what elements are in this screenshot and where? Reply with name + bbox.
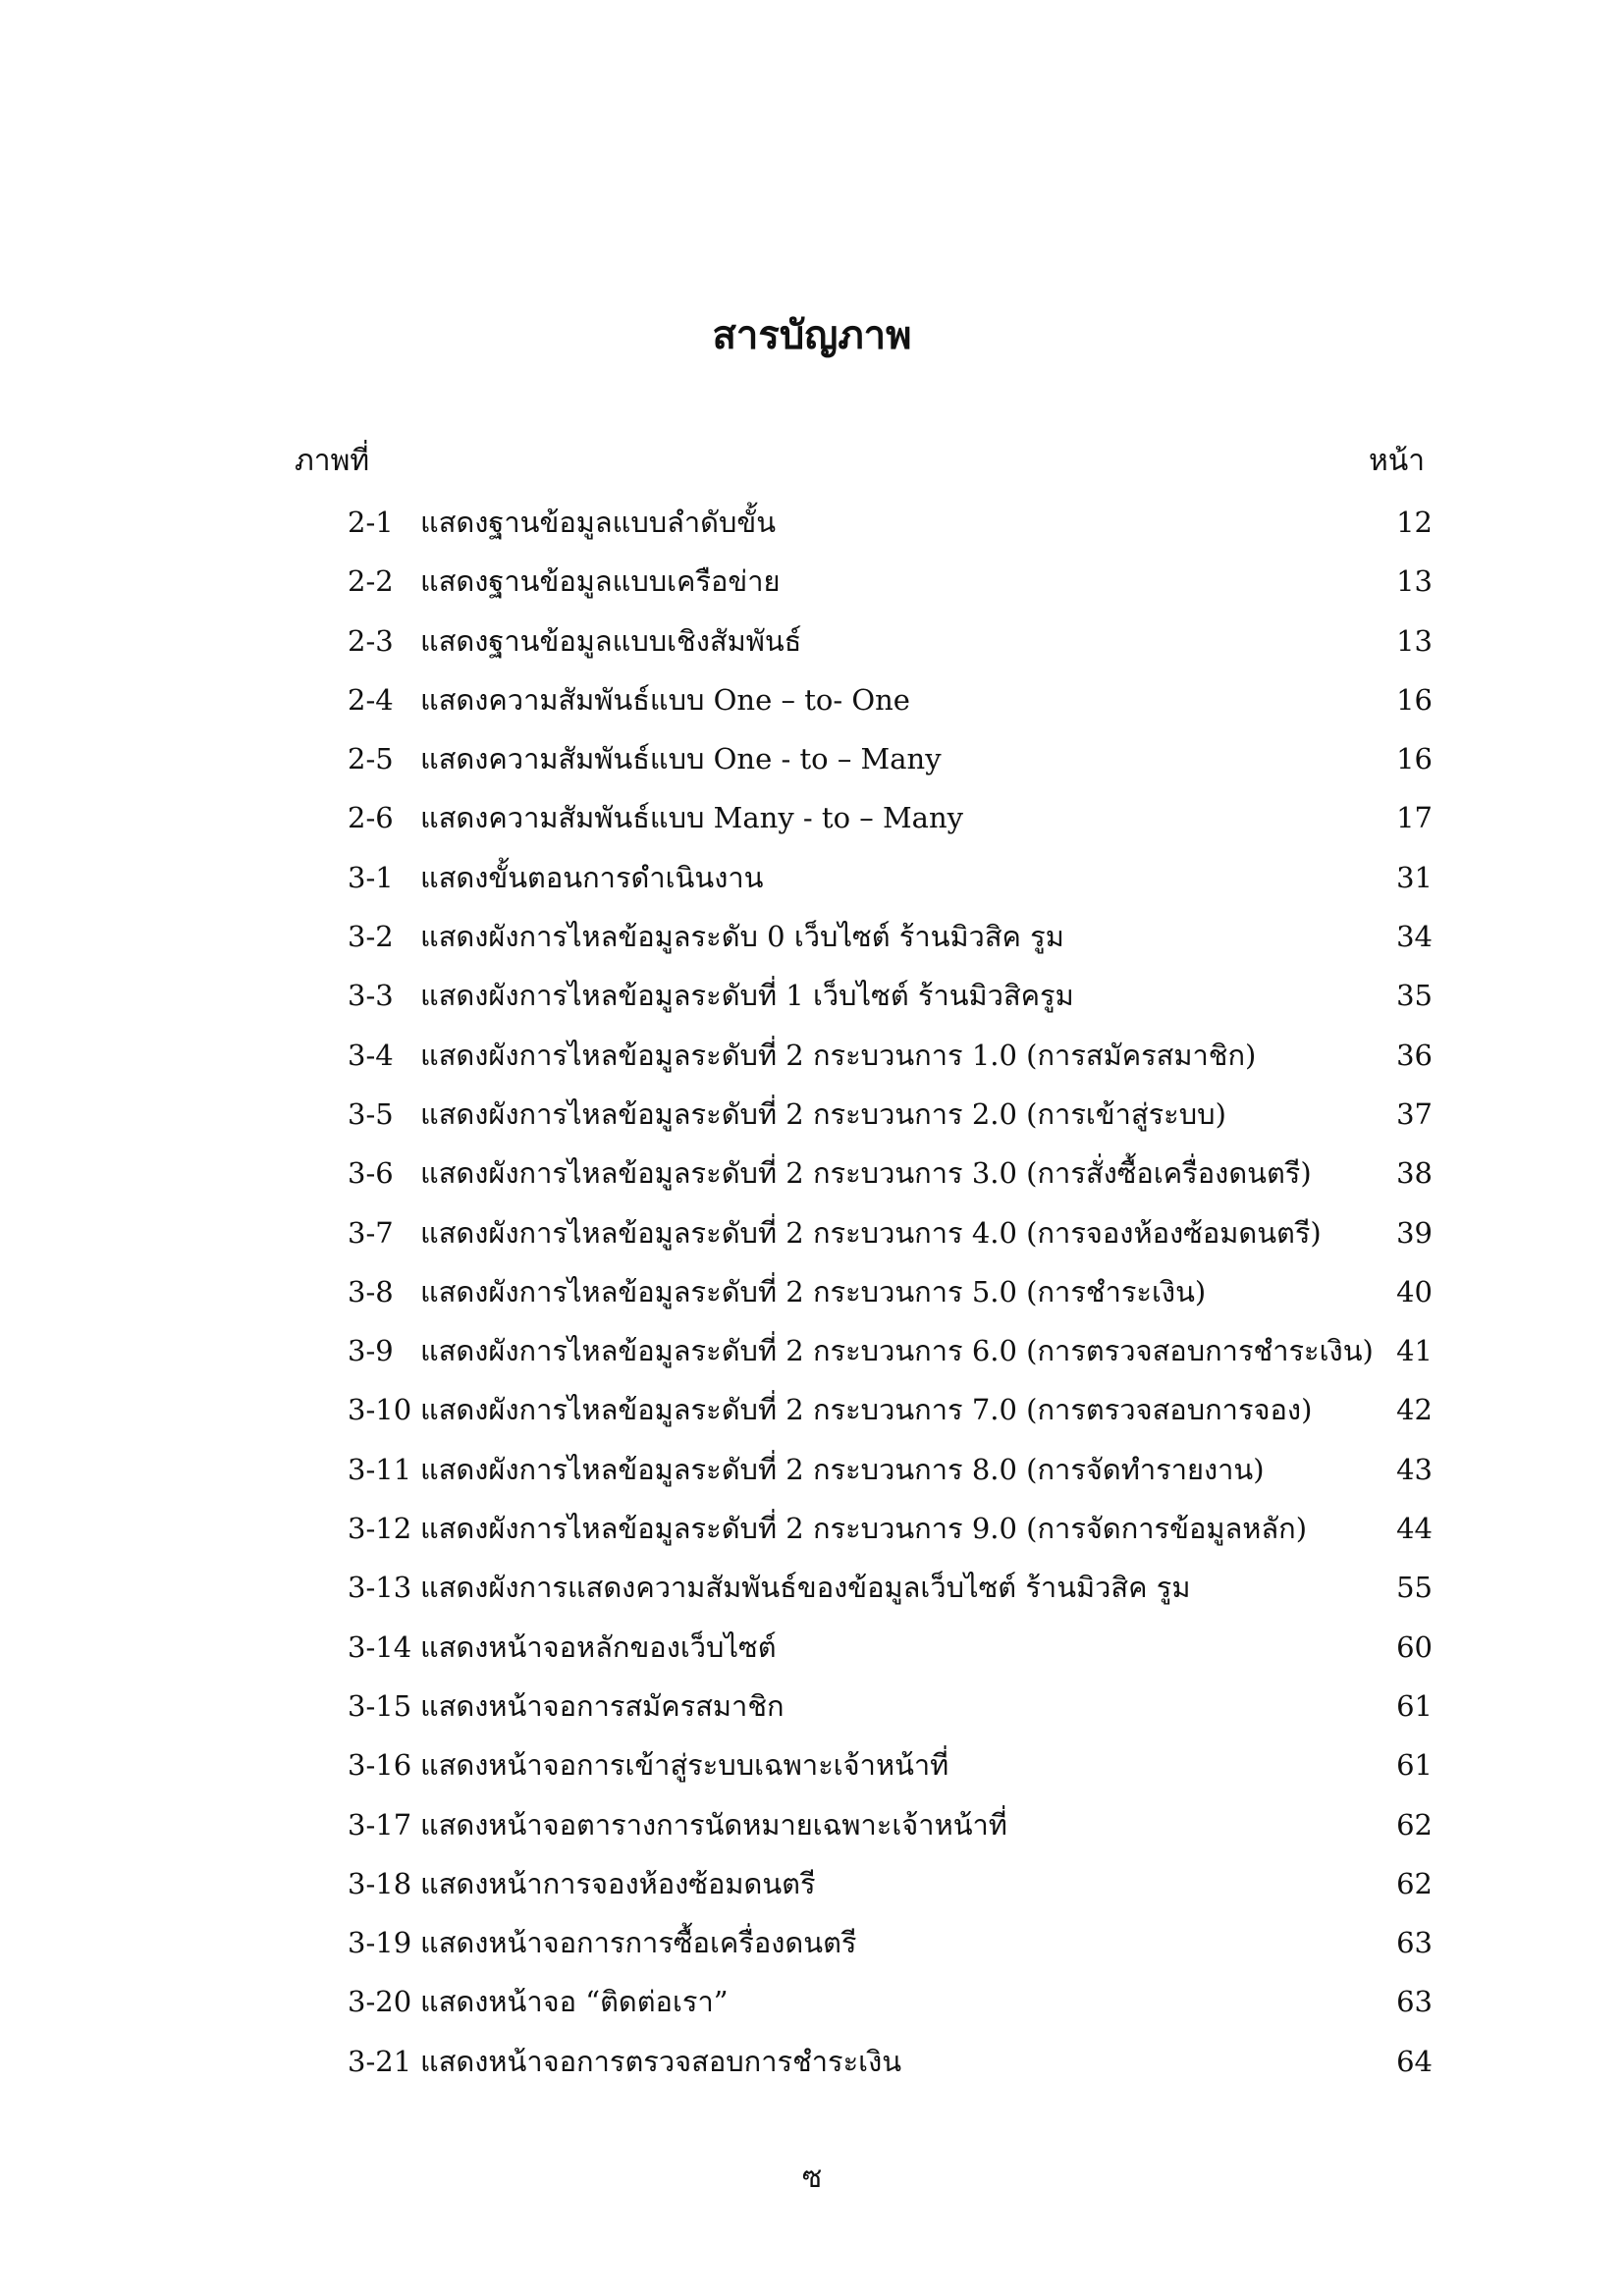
page-number-footer: ซ bbox=[801, 2161, 823, 2195]
list-item bbox=[0, 616, 1624, 675]
figure-number: 3-14 bbox=[348, 1629, 412, 1664]
page-number: 37 bbox=[1396, 1096, 1433, 1131]
list-item bbox=[0, 1208, 1624, 1267]
figure-caption: แสดงความสัมพันธ์แบบ One - to – Many bbox=[420, 742, 942, 776]
figure-caption: แสดงผังการไหลข้อมูลระดับที่ 2 กระบวนการ 3.0 (การสั่งซื้อเครื่องดนตรี) bbox=[420, 1156, 1312, 1191]
figure-caption: แสดงผังการไหลข้อมูลระดับที่ 2 กระบวนการ 7.0 (การตรวจสอบการจอง) bbox=[420, 1393, 1313, 1427]
figure-caption: แสดงหน้าจอตารางการนัดหมายเฉพาะเจ้าหน้าที่ bbox=[420, 1807, 1007, 1842]
list-item bbox=[0, 1385, 1624, 1444]
list-item bbox=[0, 1267, 1624, 1326]
figure-number: 3-7 bbox=[348, 1215, 394, 1250]
figure-caption: แสดงหน้าจอหลักของเว็บไซต์ bbox=[420, 1629, 777, 1664]
figure-number: 3-4 bbox=[348, 1038, 394, 1072]
list-item bbox=[0, 1859, 1624, 1918]
figure-caption: แสดงหน้าจอการเข้าสู่ระบบเฉพาะเจ้าหน้าที่ bbox=[420, 1748, 949, 1783]
list-item bbox=[0, 557, 1624, 615]
page-number: 62 bbox=[1396, 1866, 1433, 1900]
page-number: 62 bbox=[1396, 1807, 1433, 1842]
list-of-figures bbox=[0, 498, 1624, 2096]
list-item bbox=[0, 2037, 1624, 2096]
figure-number: 2-3 bbox=[348, 623, 394, 658]
list-item bbox=[0, 853, 1624, 912]
figure-number: 3-20 bbox=[348, 1985, 412, 2019]
figure-caption: แสดงผังการไหลข้อมูลระดับที่ 2 กระบวนการ 5.0 (การชำระเงิน) bbox=[420, 1274, 1207, 1308]
figure-caption: แสดงผังการไหลข้อมูลระดับที่ 2 กระบวนการ 1.0 (การสมัครสมาชิก) bbox=[420, 1038, 1257, 1072]
column-header-figure: ภาพที่ bbox=[295, 444, 370, 478]
figure-number: 3-13 bbox=[348, 1571, 412, 1605]
figure-caption: แสดงความสัมพันธ์แบบ Many - to – Many bbox=[420, 801, 964, 835]
figure-number: 2-4 bbox=[348, 682, 394, 717]
page-number: 16 bbox=[1396, 682, 1433, 717]
list-item bbox=[0, 1031, 1624, 1090]
page-number: 16 bbox=[1396, 742, 1433, 776]
figure-number: 3-8 bbox=[348, 1274, 394, 1308]
page-number: 60 bbox=[1396, 1629, 1433, 1664]
figure-caption: แสดงผังการไหลข้อมูลระดับที่ 2 กระบวนการ 8.0 (การจัดทำรายงาน) bbox=[420, 1452, 1265, 1486]
page-number: 34 bbox=[1396, 920, 1433, 954]
figure-caption: แสดงหน้าจอการสมัครสมาชิก bbox=[420, 1688, 785, 1723]
list-item bbox=[0, 912, 1624, 971]
figure-caption: แสดงผังการไหลข้อมูลระดับที่ 2 กระบวนการ 2.0 (การเข้าสู่ระบบ) bbox=[420, 1096, 1226, 1131]
page-number: 13 bbox=[1396, 564, 1433, 599]
page-number: 63 bbox=[1396, 1985, 1433, 2019]
list-item bbox=[0, 1504, 1624, 1563]
figure-number: 3-18 bbox=[348, 1866, 412, 1900]
list-item bbox=[0, 1090, 1624, 1148]
figure-number: 3-11 bbox=[348, 1452, 412, 1486]
figure-caption: แสดงหน้าการจองห้องซ้อมดนตรี bbox=[420, 1866, 816, 1900]
figure-caption: แสดงหน้าจอการการซื้อเครื่องดนตรี bbox=[420, 1926, 857, 1960]
list-item bbox=[0, 1563, 1624, 1622]
figure-number: 3-17 bbox=[348, 1807, 412, 1842]
figure-number: 3-12 bbox=[348, 1512, 412, 1546]
list-item bbox=[0, 1148, 1624, 1207]
page-number: 43 bbox=[1396, 1452, 1433, 1486]
page-number: 61 bbox=[1396, 1688, 1433, 1723]
figure-number: 3-6 bbox=[348, 1156, 394, 1191]
figure-number: 3-9 bbox=[348, 1334, 394, 1368]
figure-caption: แสดงผังการไหลข้อมูลระดับที่ 2 กระบวนการ 9.0 (การจัดการข้อมูลหลัก) bbox=[420, 1512, 1308, 1546]
figure-number: 3-16 bbox=[348, 1748, 412, 1783]
figure-number: 3-5 bbox=[348, 1096, 394, 1131]
list-item bbox=[0, 793, 1624, 852]
figure-caption: แสดงฐานข้อมูลแบบลำดับขั้น bbox=[420, 506, 777, 539]
page-number: 61 bbox=[1396, 1748, 1433, 1783]
figure-caption: แสดงขั้นตอนการดำเนินงาน bbox=[420, 860, 764, 894]
list-item bbox=[0, 1623, 1624, 1682]
list-item bbox=[0, 1918, 1624, 1977]
figure-caption: แสดงหน้าจอ “ติดต่อเรา” bbox=[420, 1985, 729, 2019]
page-number: 13 bbox=[1396, 623, 1433, 658]
list-item bbox=[0, 734, 1624, 793]
list-item bbox=[0, 1682, 1624, 1740]
figure-caption: แสดงผังการไหลข้อมูลระดับ 0 เว็บไซต์ ร้านมิวสิค รูม bbox=[420, 920, 1064, 954]
page-number: 42 bbox=[1396, 1393, 1433, 1427]
figure-caption: แสดงหน้าจอการตรวจสอบการชำระเงิน bbox=[420, 2044, 902, 2078]
page-number: 36 bbox=[1396, 1038, 1433, 1072]
list-item bbox=[0, 1800, 1624, 1859]
figure-caption: แสดงฐานข้อมูลแบบเครือข่าย bbox=[420, 564, 781, 599]
column-header-page: หน้า bbox=[1369, 444, 1426, 478]
page-number: 12 bbox=[1396, 506, 1433, 539]
figure-number: 3-1 bbox=[348, 860, 394, 894]
list-item bbox=[0, 1740, 1624, 1799]
page-number: 40 bbox=[1396, 1274, 1433, 1308]
list-item bbox=[0, 1977, 1624, 2036]
figure-caption: แสดงผังการไหลข้อมูลระดับที่ 2 กระบวนการ 4.0 (การจองห้องซ้อมดนตรี) bbox=[420, 1215, 1322, 1250]
figure-caption: แสดงความสัมพันธ์แบบ One – to- One bbox=[420, 682, 910, 717]
figure-caption: แสดงฐานข้อมูลแบบเชิงสัมพันธ์ bbox=[420, 623, 802, 658]
page-number: 41 bbox=[1396, 1334, 1433, 1368]
page-number: 63 bbox=[1396, 1926, 1433, 1960]
figure-number: 3-21 bbox=[348, 2044, 412, 2078]
page-number: 55 bbox=[1396, 1571, 1433, 1605]
figure-number: 2-1 bbox=[348, 506, 394, 539]
list-item bbox=[0, 675, 1624, 734]
page-number: 64 bbox=[1396, 2044, 1433, 2078]
figure-number: 2-6 bbox=[348, 801, 394, 835]
list-item bbox=[0, 1445, 1624, 1504]
page-number: 31 bbox=[1396, 860, 1433, 894]
figure-number: 2-5 bbox=[348, 742, 394, 776]
figure-number: 2-2 bbox=[348, 564, 394, 599]
page-number: 38 bbox=[1396, 1156, 1433, 1191]
figure-caption: แสดงผังการไหลข้อมูลระดับที่ 2 กระบวนการ 6.0 (การตรวจสอบการชำระเงิน) bbox=[420, 1334, 1374, 1368]
figure-number: 3-19 bbox=[348, 1926, 412, 1960]
figure-number: 3-10 bbox=[348, 1393, 412, 1427]
page-number: 44 bbox=[1396, 1512, 1433, 1546]
page-title: สารบัญภาพ bbox=[712, 312, 912, 358]
list-item bbox=[0, 1326, 1624, 1385]
list-item bbox=[0, 498, 1624, 557]
figure-caption: แสดงผังการแสดงความสัมพันธ์ของข้อมูลเว็บไซต์ ร้านมิวสิค รูม bbox=[420, 1571, 1191, 1605]
page-number: 35 bbox=[1396, 979, 1433, 1013]
figure-number: 3-3 bbox=[348, 979, 394, 1013]
figure-number: 3-2 bbox=[348, 920, 394, 954]
figure-caption: แสดงผังการไหลข้อมูลระดับที่ 1 เว็บไซต์ ร้านมิวสิครูม bbox=[420, 979, 1074, 1013]
page-number: 39 bbox=[1396, 1215, 1433, 1250]
page-number: 17 bbox=[1396, 801, 1433, 835]
figure-number: 3-15 bbox=[348, 1688, 412, 1723]
list-item bbox=[0, 971, 1624, 1030]
